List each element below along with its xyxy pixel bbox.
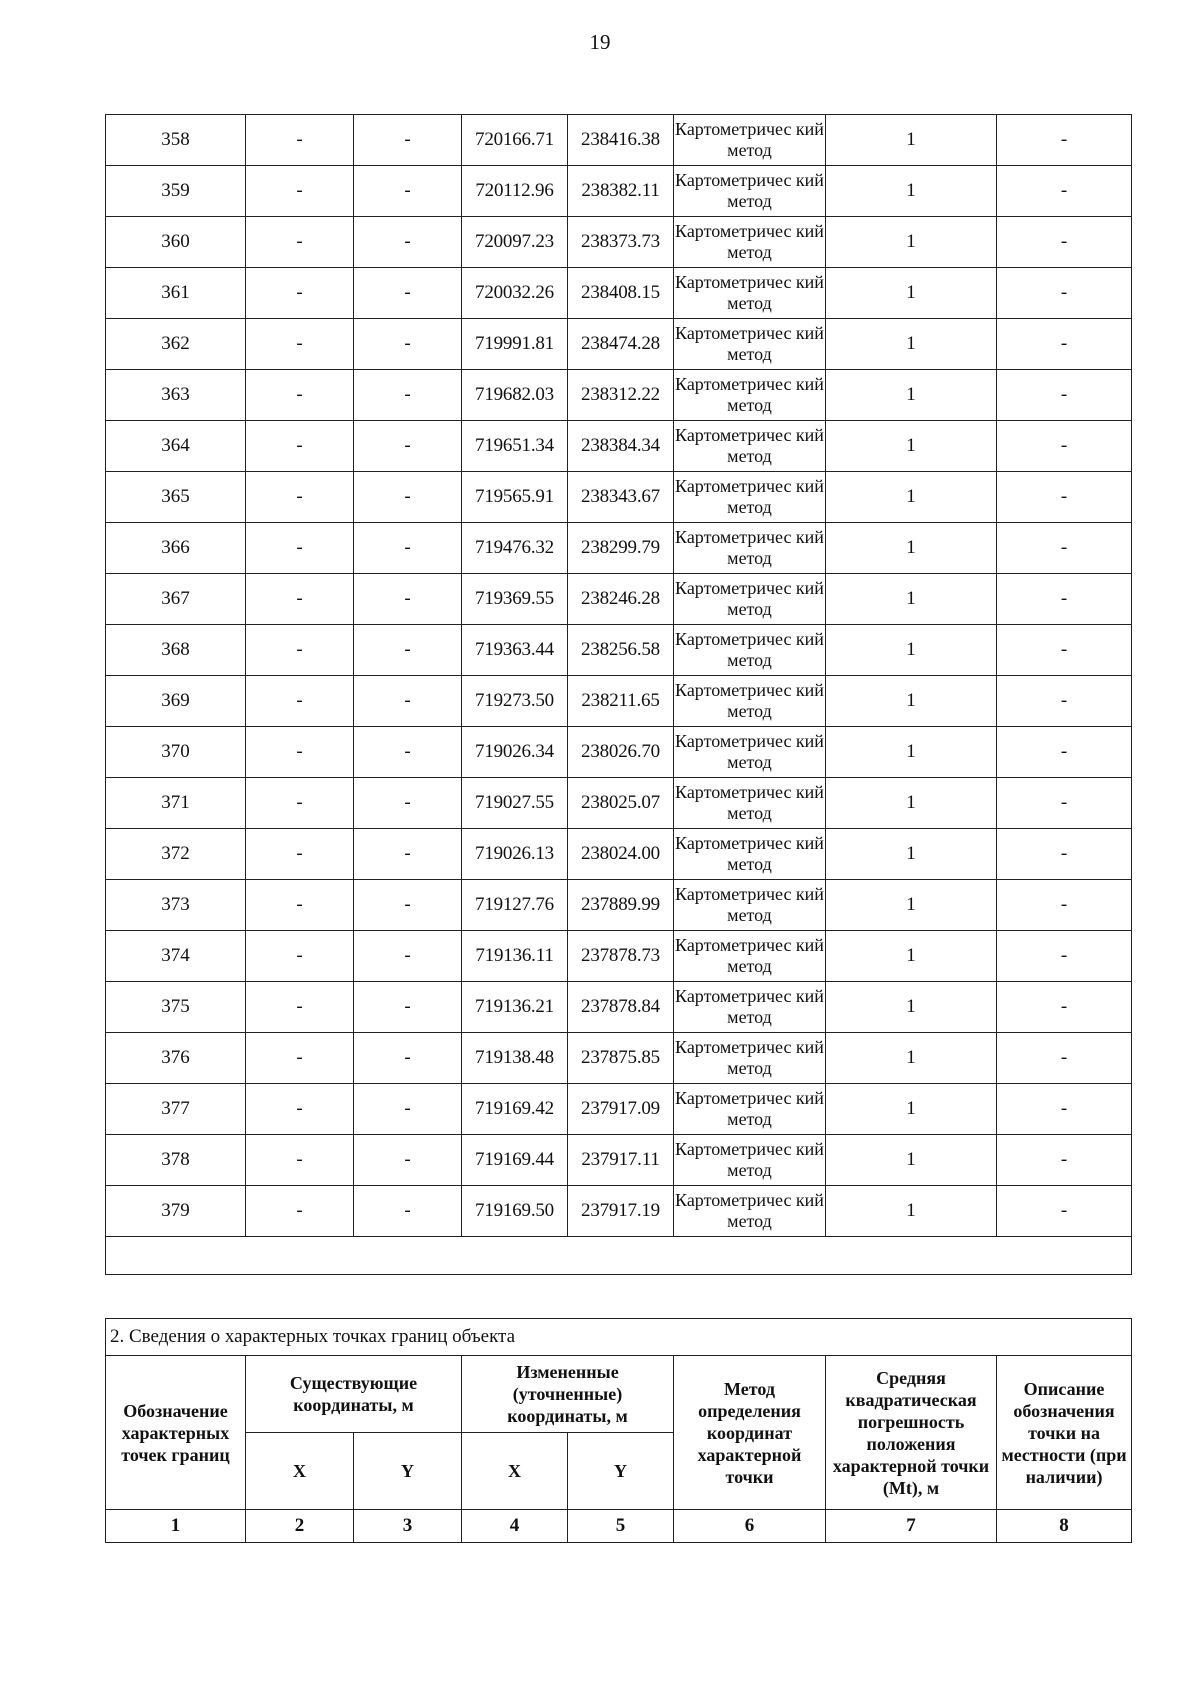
existing-y: -: [354, 523, 462, 574]
header-mt: Средняя квадратическая погрешность положения характерной точки (Mt), м: [826, 1356, 997, 1510]
existing-x: -: [246, 1186, 354, 1237]
existing-x: -: [246, 676, 354, 727]
point-id: 376: [106, 1033, 246, 1084]
method: Картометричес кий метод: [674, 931, 826, 982]
changed-y: 238408.15: [568, 268, 674, 319]
description: -: [997, 1135, 1132, 1186]
header-changed-x: X: [462, 1433, 568, 1510]
header-existing-x: X: [246, 1433, 354, 1510]
description: -: [997, 1186, 1132, 1237]
existing-x: -: [246, 727, 354, 778]
table-row: [106, 574, 1132, 625]
empty-row: [106, 1237, 1132, 1275]
method: Картометричес кий метод: [674, 115, 826, 166]
existing-x: -: [246, 931, 354, 982]
mt-value: 1: [826, 778, 997, 829]
point-id: 375: [106, 982, 246, 1033]
changed-y: 238299.79: [568, 523, 674, 574]
description: -: [997, 676, 1132, 727]
existing-y: -: [354, 676, 462, 727]
mt-value: 1: [826, 1084, 997, 1135]
method: Картометричес кий метод: [674, 880, 826, 931]
existing-y: -: [354, 319, 462, 370]
mt-value: 1: [826, 370, 997, 421]
table-row: [106, 1135, 1132, 1186]
point-id: 364: [106, 421, 246, 472]
table-row: [106, 1033, 1132, 1084]
mt-value: 1: [826, 421, 997, 472]
point-id: 377: [106, 1084, 246, 1135]
table-row: [106, 880, 1132, 931]
method: Картометричес кий метод: [674, 166, 826, 217]
table-row: [106, 523, 1132, 574]
description: -: [997, 523, 1132, 574]
description: -: [997, 166, 1132, 217]
changed-x: 719136.11: [462, 931, 568, 982]
existing-x: -: [246, 1135, 354, 1186]
changed-x: 719138.48: [462, 1033, 568, 1084]
existing-x: -: [246, 370, 354, 421]
existing-y: -: [354, 268, 462, 319]
existing-y: -: [354, 880, 462, 931]
table-row: [106, 778, 1132, 829]
method: Картометричес кий метод: [674, 727, 826, 778]
table-row: [106, 421, 1132, 472]
method: Картометричес кий метод: [674, 421, 826, 472]
column-number: 1: [106, 1510, 246, 1543]
mt-value: 1: [826, 625, 997, 676]
mt-value: 1: [826, 982, 997, 1033]
existing-y: -: [354, 1084, 462, 1135]
changed-x: 719682.03: [462, 370, 568, 421]
mt-value: 1: [826, 115, 997, 166]
existing-y: -: [354, 1135, 462, 1186]
column-number: 3: [354, 1510, 462, 1543]
page-number: 19: [589, 30, 611, 54]
method: Картометричес кий метод: [674, 268, 826, 319]
method: Картометричес кий метод: [674, 778, 826, 829]
method: Картометричес кий метод: [674, 829, 826, 880]
existing-x: -: [246, 166, 354, 217]
changed-x: 719127.76: [462, 880, 568, 931]
changed-x: 719273.50: [462, 676, 568, 727]
changed-y: 237878.84: [568, 982, 674, 1033]
existing-y: -: [354, 217, 462, 268]
column-number: 7: [826, 1510, 997, 1543]
table-row: [106, 268, 1132, 319]
column-number: 5: [568, 1510, 674, 1543]
point-id: 362: [106, 319, 246, 370]
changed-x: 719169.42: [462, 1084, 568, 1135]
existing-x: -: [246, 268, 354, 319]
changed-x: 719363.44: [462, 625, 568, 676]
description: -: [997, 574, 1132, 625]
method: Картометричес кий метод: [674, 982, 826, 1033]
mt-value: 1: [826, 727, 997, 778]
changed-x: 719169.44: [462, 1135, 568, 1186]
point-id: 366: [106, 523, 246, 574]
table-row: [106, 1084, 1132, 1135]
mt-value: 1: [826, 166, 997, 217]
existing-y: -: [354, 625, 462, 676]
changed-y: 237875.85: [568, 1033, 674, 1084]
description: -: [997, 217, 1132, 268]
description: -: [997, 319, 1132, 370]
mt-value: 1: [826, 472, 997, 523]
changed-y: 238211.65: [568, 676, 674, 727]
changed-y: 238256.58: [568, 625, 674, 676]
description: -: [997, 778, 1132, 829]
point-id: 365: [106, 472, 246, 523]
mt-value: 1: [826, 931, 997, 982]
mt-value: 1: [826, 1186, 997, 1237]
method: Картометричес кий метод: [674, 1084, 826, 1135]
point-id: 372: [106, 829, 246, 880]
existing-x: -: [246, 778, 354, 829]
changed-x: 720032.26: [462, 268, 568, 319]
header-changed-y: Y: [568, 1433, 674, 1510]
column-number: 8: [997, 1510, 1132, 1543]
method: Картометричес кий метод: [674, 1186, 826, 1237]
changed-y: 238312.22: [568, 370, 674, 421]
changed-x: 719027.55: [462, 778, 568, 829]
table-row: [106, 1186, 1132, 1237]
existing-y: -: [354, 829, 462, 880]
mt-value: 1: [826, 523, 997, 574]
changed-x: 719565.91: [462, 472, 568, 523]
table-row: [106, 625, 1132, 676]
changed-y: 237878.73: [568, 931, 674, 982]
table-row: [106, 370, 1132, 421]
mt-value: 1: [826, 676, 997, 727]
changed-x: 719136.21: [462, 982, 568, 1033]
description: -: [997, 115, 1132, 166]
mt-value: 1: [826, 574, 997, 625]
description: -: [997, 625, 1132, 676]
existing-x: -: [246, 1033, 354, 1084]
method: Картометричес кий метод: [674, 625, 826, 676]
point-id: 370: [106, 727, 246, 778]
changed-y: 237917.09: [568, 1084, 674, 1135]
description: -: [997, 370, 1132, 421]
method: Картометричес кий метод: [674, 217, 826, 268]
mt-value: 1: [826, 319, 997, 370]
changed-y: 238025.07: [568, 778, 674, 829]
existing-x: -: [246, 625, 354, 676]
changed-y: 238026.70: [568, 727, 674, 778]
method: Картометричес кий метод: [674, 676, 826, 727]
point-id: 378: [106, 1135, 246, 1186]
existing-x: -: [246, 1084, 354, 1135]
method: Картометричес кий метод: [674, 523, 826, 574]
changed-x: 719169.50: [462, 1186, 568, 1237]
method: Картометричес кий метод: [674, 1135, 826, 1186]
changed-y: 238343.67: [568, 472, 674, 523]
header-changed-coords: Измененные (уточненные) координаты, м: [462, 1356, 674, 1433]
point-id: 379: [106, 1186, 246, 1237]
points-table: [105, 114, 1132, 1275]
description: -: [997, 472, 1132, 523]
point-id: 361: [106, 268, 246, 319]
existing-x: -: [246, 115, 354, 166]
description: -: [997, 829, 1132, 880]
mt-value: 1: [826, 268, 997, 319]
changed-x: 719476.32: [462, 523, 568, 574]
description: -: [997, 880, 1132, 931]
existing-y: -: [354, 931, 462, 982]
changed-y: 238474.28: [568, 319, 674, 370]
changed-y: 237917.11: [568, 1135, 674, 1186]
existing-x: -: [246, 319, 354, 370]
table-row: [106, 319, 1132, 370]
point-id: 374: [106, 931, 246, 982]
existing-y: -: [354, 1186, 462, 1237]
point-id: 373: [106, 880, 246, 931]
point-id: 359: [106, 166, 246, 217]
mt-value: 1: [826, 880, 997, 931]
existing-y: -: [354, 115, 462, 166]
existing-y: -: [354, 370, 462, 421]
description: -: [997, 421, 1132, 472]
header-designation: Обозначение характерных точек границ: [106, 1356, 246, 1510]
changed-x: 720166.71: [462, 115, 568, 166]
changed-y: 237917.19: [568, 1186, 674, 1237]
point-id: 367: [106, 574, 246, 625]
description: -: [997, 727, 1132, 778]
point-id: 368: [106, 625, 246, 676]
existing-x: -: [246, 880, 354, 931]
existing-y: -: [354, 574, 462, 625]
changed-x: 719026.13: [462, 829, 568, 880]
changed-y: 238373.73: [568, 217, 674, 268]
table-row: [106, 217, 1132, 268]
description: -: [997, 268, 1132, 319]
changed-x: 719369.55: [462, 574, 568, 625]
description: -: [997, 1084, 1132, 1135]
existing-x: -: [246, 829, 354, 880]
method: Картометричес кий метод: [674, 574, 826, 625]
existing-x: -: [246, 982, 354, 1033]
table-row: [106, 166, 1132, 217]
existing-y: -: [354, 166, 462, 217]
changed-y: 238382.11: [568, 166, 674, 217]
changed-y: 237889.99: [568, 880, 674, 931]
table-row: [106, 115, 1132, 166]
table-row: [106, 727, 1132, 778]
column-number: 2: [246, 1510, 354, 1543]
description: -: [997, 931, 1132, 982]
point-id: 360: [106, 217, 246, 268]
changed-y: 238024.00: [568, 829, 674, 880]
existing-x: -: [246, 574, 354, 625]
changed-y: 238416.38: [568, 115, 674, 166]
changed-y: 238384.34: [568, 421, 674, 472]
changed-x: 720112.96: [462, 166, 568, 217]
column-number: 4: [462, 1510, 568, 1543]
method: Картометричес кий метод: [674, 1033, 826, 1084]
existing-y: -: [354, 421, 462, 472]
existing-y: -: [354, 472, 462, 523]
existing-x: -: [246, 421, 354, 472]
existing-x: -: [246, 217, 354, 268]
method: Картометричес кий метод: [674, 319, 826, 370]
table-row: [106, 676, 1132, 727]
changed-x: 719651.34: [462, 421, 568, 472]
changed-x: 719026.34: [462, 727, 568, 778]
existing-y: -: [354, 778, 462, 829]
section2-table: [105, 1318, 1132, 1543]
header-description: Описание обозначения точки на местности (при наличии): [997, 1356, 1132, 1510]
changed-x: 720097.23: [462, 217, 568, 268]
header-existing-y: Y: [354, 1433, 462, 1510]
method: Картометричес кий метод: [674, 370, 826, 421]
column-number: 6: [674, 1510, 826, 1543]
table-row: [106, 829, 1132, 880]
section-title: 2. Сведения о характерных точках границ объекта: [106, 1319, 1132, 1356]
point-id: 358: [106, 115, 246, 166]
existing-y: -: [354, 982, 462, 1033]
mt-value: 1: [826, 829, 997, 880]
mt-value: 1: [826, 217, 997, 268]
existing-y: -: [354, 727, 462, 778]
header-method: Метод определения координат характерной точки: [674, 1356, 826, 1510]
header-existing-coords: Существующие координаты, м: [246, 1356, 462, 1433]
existing-x: -: [246, 523, 354, 574]
point-id: 363: [106, 370, 246, 421]
description: -: [997, 982, 1132, 1033]
existing-y: -: [354, 1033, 462, 1084]
changed-x: 719991.81: [462, 319, 568, 370]
mt-value: 1: [826, 1135, 997, 1186]
mt-value: 1: [826, 1033, 997, 1084]
existing-x: -: [246, 472, 354, 523]
table-row: [106, 982, 1132, 1033]
point-id: 369: [106, 676, 246, 727]
table-row: [106, 472, 1132, 523]
table-row: [106, 931, 1132, 982]
method: Картометричес кий метод: [674, 472, 826, 523]
description: -: [997, 1033, 1132, 1084]
point-id: 371: [106, 778, 246, 829]
changed-y: 238246.28: [568, 574, 674, 625]
